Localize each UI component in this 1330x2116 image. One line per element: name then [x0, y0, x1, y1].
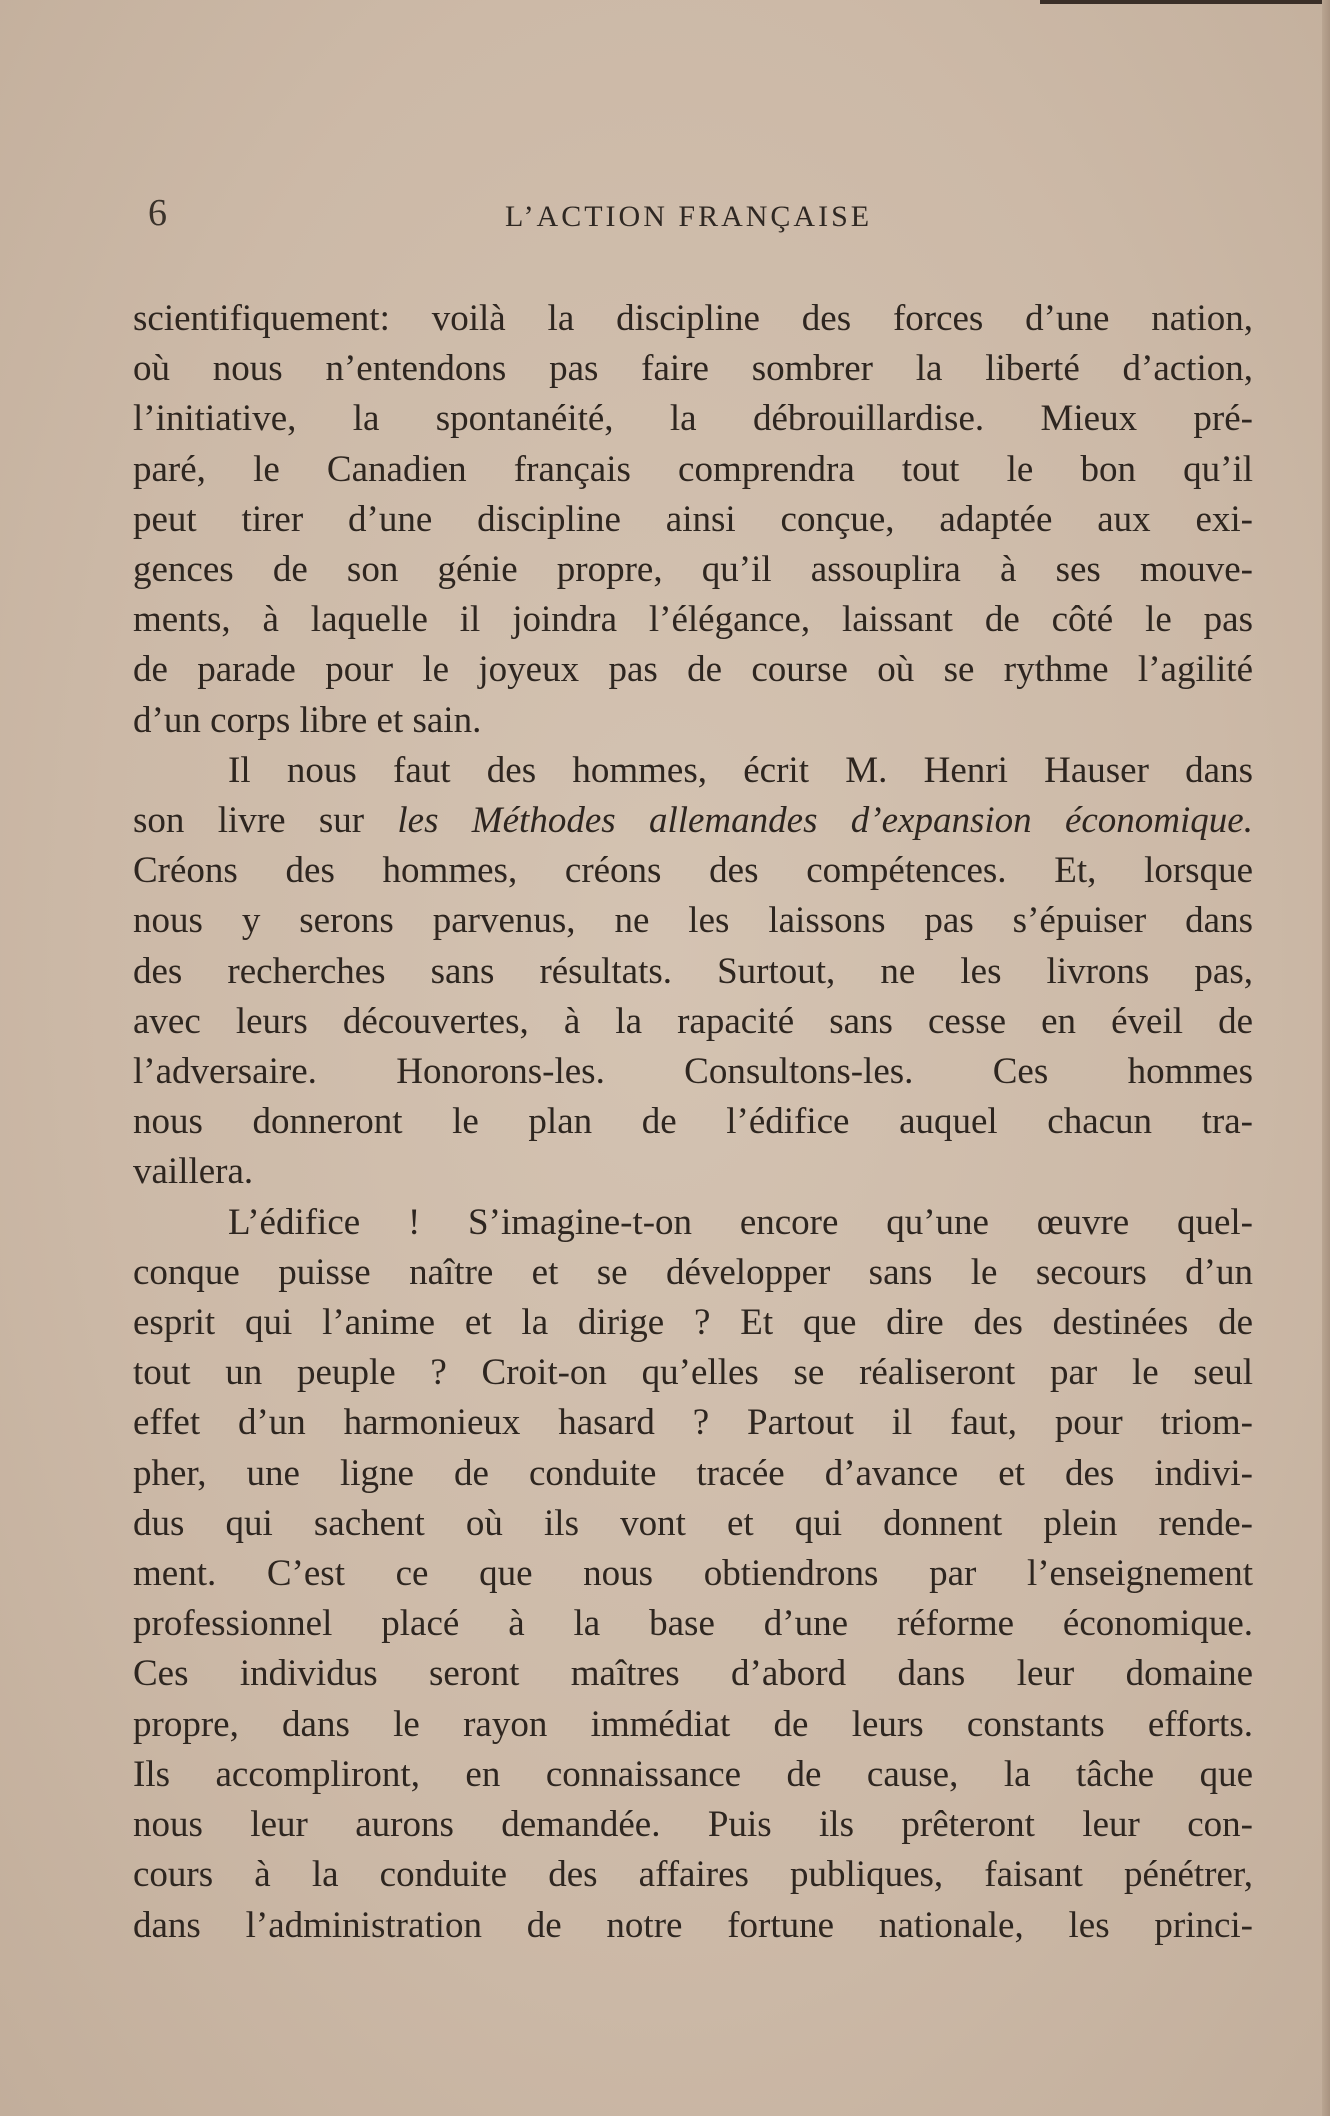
running-title: L’ACTION FRANÇAISE [505, 200, 873, 233]
page-number: 6 [148, 192, 167, 234]
text-line: Il nous faut des hommes, écrit M. Henri Hauser dans [228, 749, 1253, 791]
text-line: paré, le Canadien français comprendra tout le bon qu’il [133, 448, 1253, 490]
text-line: scientifiquement: voilà la discipline des forces d’une nation, [133, 298, 1253, 339]
text-line: Créons des hommes, créons des compétences. Et, lorsque [133, 850, 1253, 892]
text-line: avec leurs découvertes, à la rapacité sans cesse en éveil de [133, 1000, 1253, 1042]
text-line: conque puisse naître et se développer sans le secours d’un [133, 1251, 1253, 1293]
text-line: peut tirer d’une discipline ainsi conçue, adaptée aux exi- [133, 498, 1253, 540]
scan-right-edge [1322, 0, 1330, 2116]
text-line: L’édifice ! S’imagine-t-on encore qu’une œuvre quel- [228, 1201, 1253, 1243]
running-header [0, 188, 1330, 248]
paragraph-3 [133, 1198, 1253, 1951]
scan-top-edge [1040, 0, 1330, 4]
text-span: son livre sur [133, 800, 398, 842]
text-line-with-title [133, 796, 1253, 846]
text-line: cours à la conduite des affaires publiques, faisant pénétrer, [133, 1854, 1253, 1896]
text-line: vaillera. [133, 1151, 254, 1193]
text-line: dans l’administration de notre fortune nationale, les princi- [133, 1904, 1253, 1946]
text-line: nous donneront le plan de l’édifice auquel chacun tra- [133, 1101, 1253, 1143]
text-line: des recherches sans résultats. Surtout, ne les livrons pas, [133, 950, 1253, 992]
text-line: propre, dans le rayon immédiat de leurs constants efforts. [133, 1703, 1253, 1745]
text-line: tout un peuple ? Croit-on qu’elles se réaliseront par le seul [133, 1352, 1253, 1394]
text-line: ments, à laquelle il joindra l’élégance, laissant de côté le pas [133, 599, 1253, 641]
body-text [133, 294, 1253, 1951]
text-line: professionnel placé à la base d’une réforme économique. [133, 1603, 1253, 1645]
paragraph-2 [133, 746, 1253, 1198]
text-line: où nous n’entendons pas faire sombrer la liberté d’action, [133, 348, 1253, 390]
text-line: de parade pour le joyeux pas de course où se rythme l’agilité [133, 649, 1253, 691]
text-line: pher, une ligne de conduite tracée d’avance et des indivi- [133, 1452, 1253, 1494]
text-line: gences de son génie propre, qu’il assouplira à ses mouve- [133, 549, 1253, 591]
text-line: Ils accompliront, en connaissance de cause, la tâche que [133, 1753, 1253, 1795]
text-line: dus qui sachent où ils vont et qui donnent plein rende- [133, 1502, 1253, 1544]
text-line: l’adversaire. Honorons-les. Consultons-les. Ces hommes [133, 1051, 1253, 1093]
text-line: effet d’un harmonieux hasard ? Partout il faut, pour triom- [133, 1402, 1253, 1444]
text-line: d’un corps libre et sain. [133, 699, 482, 741]
text-line: Ces individus seront maîtres d’abord dans leur domaine [133, 1653, 1253, 1695]
text-line: esprit qui l’anime et la dirige ? Et que dire des destinées de [133, 1302, 1253, 1344]
book-title: les Méthodes allemandes d’expansion économique. [397, 800, 1253, 842]
paragraph-1 [133, 294, 1253, 746]
text-line: nous y serons parvenus, ne les laissons pas s’épuiser dans [133, 900, 1253, 942]
text-line: nous leur aurons demandée. Puis ils prêteront leur con- [133, 1804, 1253, 1846]
text-line: ment. C’est ce que nous obtiendrons par l’enseignement [133, 1553, 1253, 1595]
text-line: l’initiative, la spontanéité, la débrouillardise. Mieux pré- [133, 398, 1253, 440]
